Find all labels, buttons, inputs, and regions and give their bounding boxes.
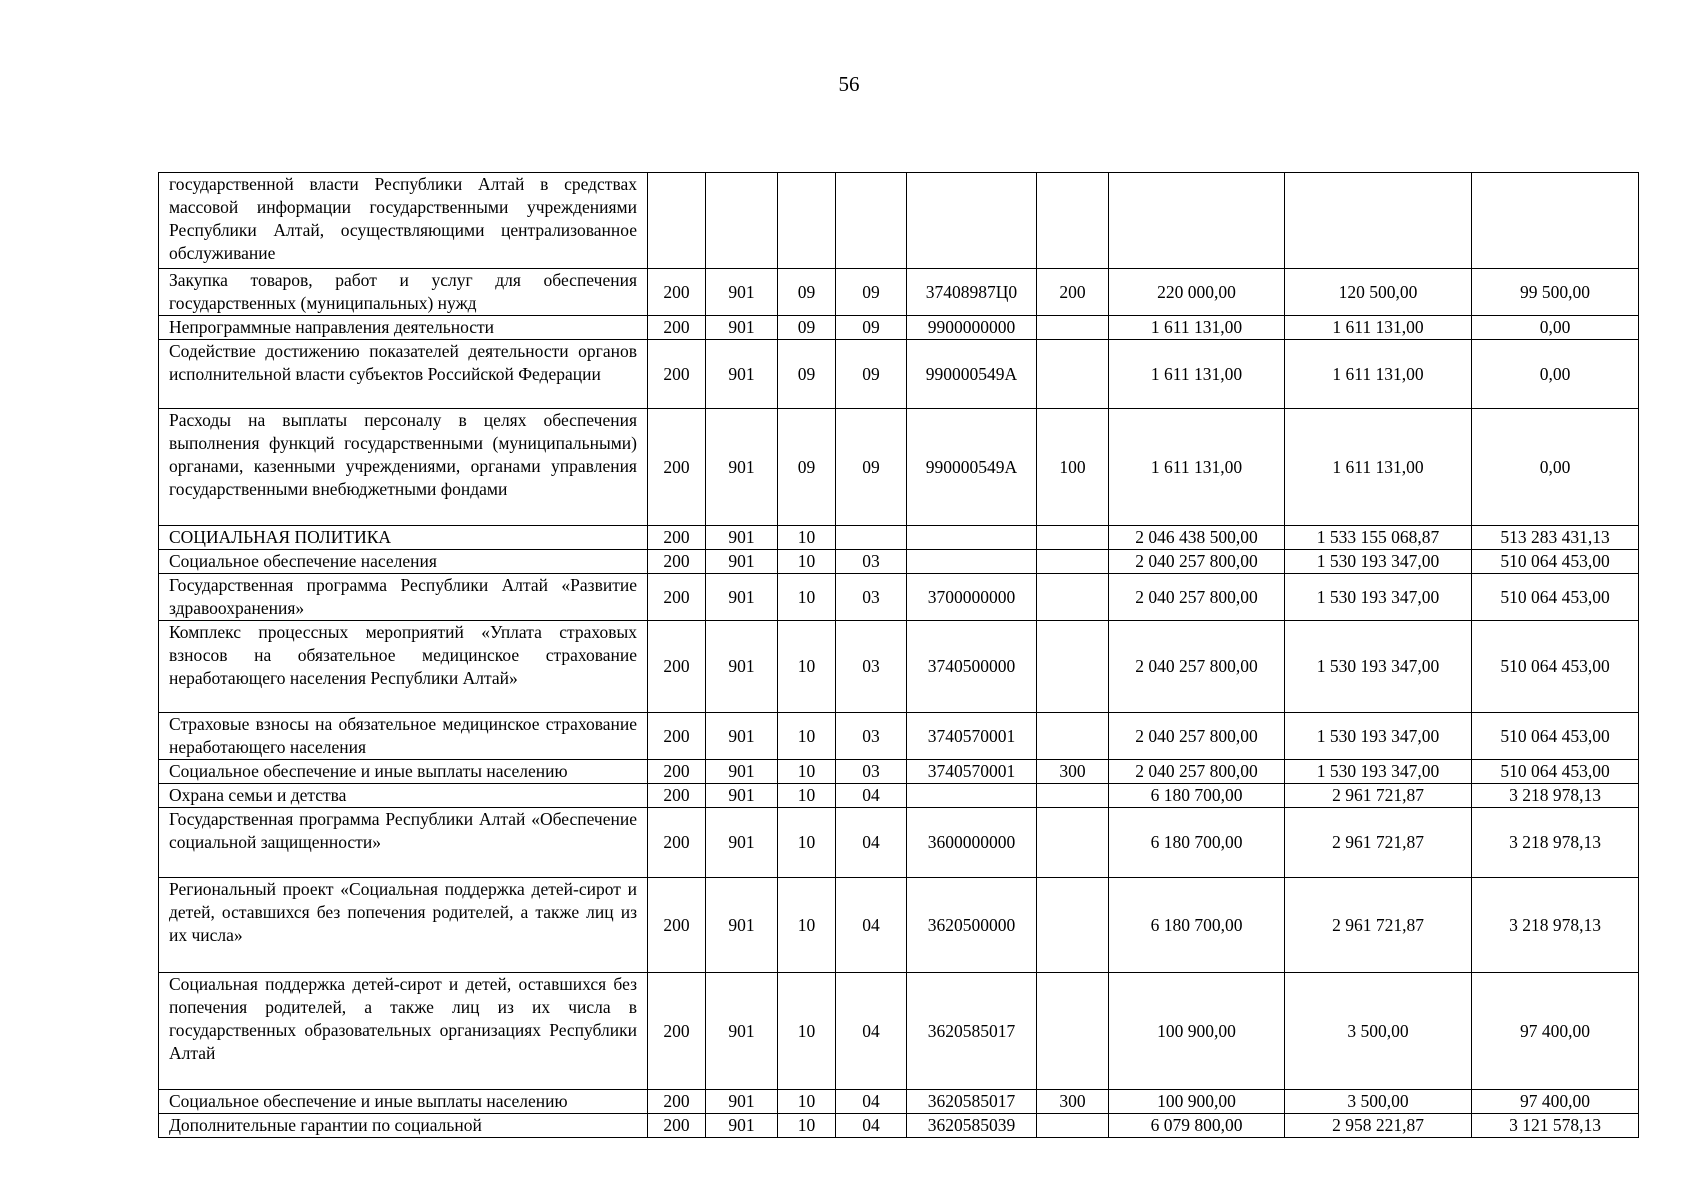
ga-code-cell: 200 bbox=[648, 1090, 706, 1114]
admin-code-cell: 901 bbox=[706, 621, 778, 713]
executed-amount-cell: 1 530 193 347,00 bbox=[1285, 550, 1472, 574]
table-row bbox=[159, 878, 1639, 973]
target-article-cell: 3620585017 bbox=[907, 973, 1037, 1090]
target-article-cell: 9900000000 bbox=[907, 316, 1037, 340]
section-cell: 10 bbox=[778, 973, 836, 1090]
item-name-cell: Государственная программа Республики Алтай «Обеспечение социальной защищенности» bbox=[159, 808, 648, 878]
subsection-cell bbox=[836, 526, 907, 550]
target-article-cell: 37408987Ц0 bbox=[907, 269, 1037, 316]
remaining-amount-cell: 99 500,00 bbox=[1472, 269, 1639, 316]
remaining-amount-cell: 97 400,00 bbox=[1472, 1090, 1639, 1114]
subsection-cell: 04 bbox=[836, 784, 907, 808]
planned-amount-cell: 1 611 131,00 bbox=[1109, 409, 1285, 526]
expense-type-cell bbox=[1037, 316, 1109, 340]
planned-amount-cell: 2 040 257 800,00 bbox=[1109, 760, 1285, 784]
table-row bbox=[159, 1090, 1639, 1114]
executed-amount-cell bbox=[1285, 173, 1472, 269]
section-cell: 10 bbox=[778, 1114, 836, 1138]
table-row bbox=[159, 1114, 1639, 1138]
executed-amount-cell: 3 500,00 bbox=[1285, 973, 1472, 1090]
executed-amount-cell: 1 611 131,00 bbox=[1285, 409, 1472, 526]
admin-code-cell: 901 bbox=[706, 574, 778, 621]
planned-amount-cell: 100 900,00 bbox=[1109, 1090, 1285, 1114]
subsection-cell: 04 bbox=[836, 878, 907, 973]
item-name-cell: Дополнительные гарантии по социальной bbox=[159, 1114, 648, 1138]
planned-amount-cell: 2 040 257 800,00 bbox=[1109, 550, 1285, 574]
remaining-amount-cell bbox=[1472, 173, 1639, 269]
table-row bbox=[159, 574, 1639, 621]
planned-amount-cell: 6 180 700,00 bbox=[1109, 784, 1285, 808]
section-cell: 10 bbox=[778, 760, 836, 784]
remaining-amount-cell: 3 218 978,13 bbox=[1472, 808, 1639, 878]
subsection-cell: 04 bbox=[836, 973, 907, 1090]
expense-type-cell bbox=[1037, 808, 1109, 878]
executed-amount-cell: 120 500,00 bbox=[1285, 269, 1472, 316]
remaining-amount-cell: 510 064 453,00 bbox=[1472, 621, 1639, 713]
admin-code-cell: 901 bbox=[706, 1114, 778, 1138]
ga-code-cell: 200 bbox=[648, 550, 706, 574]
admin-code-cell: 901 bbox=[706, 316, 778, 340]
executed-amount-cell: 1 530 193 347,00 bbox=[1285, 621, 1472, 713]
planned-amount-cell bbox=[1109, 173, 1285, 269]
executed-amount-cell: 2 958 221,87 bbox=[1285, 1114, 1472, 1138]
section-cell: 10 bbox=[778, 808, 836, 878]
subsection-cell: 09 bbox=[836, 340, 907, 409]
remaining-amount-cell: 510 064 453,00 bbox=[1472, 760, 1639, 784]
subsection-cell: 09 bbox=[836, 316, 907, 340]
target-article-cell bbox=[907, 526, 1037, 550]
expense-type-cell bbox=[1037, 340, 1109, 409]
expense-type-cell bbox=[1037, 878, 1109, 973]
section-cell: 10 bbox=[778, 621, 836, 713]
item-name-cell: Страховые взносы на обязательное медицинское страхование неработающего населения bbox=[159, 713, 648, 760]
executed-amount-cell: 2 961 721,87 bbox=[1285, 784, 1472, 808]
section-cell: 10 bbox=[778, 550, 836, 574]
item-name-cell: Региональный проект «Социальная поддержка детей-сирот и детей, оставшихся без попечения родителей, а также лиц из их числа» bbox=[159, 878, 648, 973]
planned-amount-cell: 6 180 700,00 bbox=[1109, 878, 1285, 973]
executed-amount-cell: 2 961 721,87 bbox=[1285, 878, 1472, 973]
remaining-amount-cell: 3 121 578,13 bbox=[1472, 1114, 1639, 1138]
subsection-cell: 03 bbox=[836, 574, 907, 621]
subsection-cell: 04 bbox=[836, 1090, 907, 1114]
admin-code-cell: 901 bbox=[706, 784, 778, 808]
remaining-amount-cell: 0,00 bbox=[1472, 340, 1639, 409]
expense-type-cell: 300 bbox=[1037, 760, 1109, 784]
item-name-cell: Социальная поддержка детей-сирот и детей, оставшихся без попечения родителей, а также лиц из их числа в государственных образовательных организациях Республики Алтай bbox=[159, 973, 648, 1090]
ga-code-cell: 200 bbox=[648, 713, 706, 760]
target-article-cell: 990000549А bbox=[907, 340, 1037, 409]
expense-type-cell bbox=[1037, 713, 1109, 760]
table-row bbox=[159, 973, 1639, 1090]
executed-amount-cell: 1 611 131,00 bbox=[1285, 340, 1472, 409]
admin-code-cell: 901 bbox=[706, 526, 778, 550]
target-article-cell: 3740500000 bbox=[907, 621, 1037, 713]
table-row bbox=[159, 409, 1639, 526]
target-article-cell: 3700000000 bbox=[907, 574, 1037, 621]
item-name-cell: Расходы на выплаты персоналу в целях обеспечения выполнения функций государственными (муниципальными) органами, казенными учреждениями, органами управления государственными внебюджетными фондами bbox=[159, 409, 648, 526]
subsection-cell bbox=[836, 173, 907, 269]
budget-table bbox=[158, 172, 1639, 1138]
item-name-cell: Охрана семьи и детства bbox=[159, 784, 648, 808]
item-name-cell: государственной власти Республики Алтай в средствах массовой информации государственными учреждениями Республики Алтай, осуществляющими централизованное обслуживание bbox=[159, 173, 648, 269]
ga-code-cell: 200 bbox=[648, 1114, 706, 1138]
admin-code-cell: 901 bbox=[706, 550, 778, 574]
remaining-amount-cell: 0,00 bbox=[1472, 316, 1639, 340]
admin-code-cell: 901 bbox=[706, 760, 778, 784]
table-row bbox=[159, 173, 1639, 269]
expense-type-cell: 300 bbox=[1037, 1090, 1109, 1114]
admin-code-cell: 901 bbox=[706, 713, 778, 760]
section-cell bbox=[778, 173, 836, 269]
item-name-cell: Социальное обеспечение населения bbox=[159, 550, 648, 574]
executed-amount-cell: 1 530 193 347,00 bbox=[1285, 574, 1472, 621]
table-row bbox=[159, 316, 1639, 340]
ga-code-cell: 200 bbox=[648, 621, 706, 713]
ga-code-cell: 200 bbox=[648, 526, 706, 550]
planned-amount-cell: 2 040 257 800,00 bbox=[1109, 713, 1285, 760]
table-row bbox=[159, 340, 1639, 409]
planned-amount-cell: 220 000,00 bbox=[1109, 269, 1285, 316]
remaining-amount-cell: 3 218 978,13 bbox=[1472, 878, 1639, 973]
target-article-cell bbox=[907, 550, 1037, 574]
planned-amount-cell: 1 611 131,00 bbox=[1109, 316, 1285, 340]
section-cell: 10 bbox=[778, 574, 836, 621]
admin-code-cell: 901 bbox=[706, 808, 778, 878]
target-article-cell: 3620585017 bbox=[907, 1090, 1037, 1114]
ga-code-cell: 200 bbox=[648, 574, 706, 621]
ga-code-cell: 200 bbox=[648, 340, 706, 409]
target-article-cell: 3600000000 bbox=[907, 808, 1037, 878]
target-article-cell bbox=[907, 173, 1037, 269]
remaining-amount-cell: 510 064 453,00 bbox=[1472, 574, 1639, 621]
admin-code-cell bbox=[706, 173, 778, 269]
table-row bbox=[159, 526, 1639, 550]
executed-amount-cell: 1 611 131,00 bbox=[1285, 316, 1472, 340]
target-article-cell: 3740570001 bbox=[907, 713, 1037, 760]
ga-code-cell: 200 bbox=[648, 760, 706, 784]
planned-amount-cell: 100 900,00 bbox=[1109, 973, 1285, 1090]
ga-code-cell: 200 bbox=[648, 316, 706, 340]
item-name-cell: Комплекс процессных мероприятий «Уплата страховых взносов на обязательное медицинское страхование неработающего населения Республики Алтай» bbox=[159, 621, 648, 713]
subsection-cell: 03 bbox=[836, 713, 907, 760]
item-name-cell: Непрограммные направления деятельности bbox=[159, 316, 648, 340]
executed-amount-cell: 3 500,00 bbox=[1285, 1090, 1472, 1114]
planned-amount-cell: 2 046 438 500,00 bbox=[1109, 526, 1285, 550]
section-cell: 09 bbox=[778, 316, 836, 340]
target-article-cell bbox=[907, 784, 1037, 808]
section-cell: 09 bbox=[778, 269, 836, 316]
item-name-cell: Социальное обеспечение и иные выплаты населению bbox=[159, 760, 648, 784]
remaining-amount-cell: 510 064 453,00 bbox=[1472, 713, 1639, 760]
ga-code-cell: 200 bbox=[648, 784, 706, 808]
admin-code-cell: 901 bbox=[706, 409, 778, 526]
section-cell: 09 bbox=[778, 409, 836, 526]
subsection-cell: 04 bbox=[836, 1114, 907, 1138]
table-row bbox=[159, 760, 1639, 784]
expense-type-cell: 100 bbox=[1037, 409, 1109, 526]
target-article-cell: 3740570001 bbox=[907, 760, 1037, 784]
item-name-cell: Социальное обеспечение и иные выплаты населению bbox=[159, 1090, 648, 1114]
remaining-amount-cell: 513 283 431,13 bbox=[1472, 526, 1639, 550]
table-row bbox=[159, 269, 1639, 316]
planned-amount-cell: 2 040 257 800,00 bbox=[1109, 621, 1285, 713]
ga-code-cell: 200 bbox=[648, 409, 706, 526]
ga-code-cell: 200 bbox=[648, 878, 706, 973]
planned-amount-cell: 6 180 700,00 bbox=[1109, 808, 1285, 878]
executed-amount-cell: 1 530 193 347,00 bbox=[1285, 760, 1472, 784]
ga-code-cell: 200 bbox=[648, 269, 706, 316]
subsection-cell: 03 bbox=[836, 550, 907, 574]
expense-type-cell bbox=[1037, 1114, 1109, 1138]
admin-code-cell: 901 bbox=[706, 973, 778, 1090]
ga-code-cell: 200 bbox=[648, 973, 706, 1090]
remaining-amount-cell: 97 400,00 bbox=[1472, 973, 1639, 1090]
admin-code-cell: 901 bbox=[706, 269, 778, 316]
item-name-cell: СОЦИАЛЬНАЯ ПОЛИТИКА bbox=[159, 526, 648, 550]
admin-code-cell: 901 bbox=[706, 878, 778, 973]
item-name-cell: Закупка товаров, работ и услуг для обеспечения государственных (муниципальных) нужд bbox=[159, 269, 648, 316]
remaining-amount-cell: 3 218 978,13 bbox=[1472, 784, 1639, 808]
admin-code-cell: 901 bbox=[706, 340, 778, 409]
item-name-cell: Государственная программа Республики Алтай «Развитие здравоохранения» bbox=[159, 574, 648, 621]
planned-amount-cell: 2 040 257 800,00 bbox=[1109, 574, 1285, 621]
planned-amount-cell: 6 079 800,00 bbox=[1109, 1114, 1285, 1138]
ga-code-cell: 200 bbox=[648, 808, 706, 878]
target-article-cell: 990000549А bbox=[907, 409, 1037, 526]
expense-type-cell bbox=[1037, 550, 1109, 574]
subsection-cell: 09 bbox=[836, 409, 907, 526]
expense-type-cell bbox=[1037, 784, 1109, 808]
admin-code-cell: 901 bbox=[706, 1090, 778, 1114]
section-cell: 09 bbox=[778, 340, 836, 409]
remaining-amount-cell: 0,00 bbox=[1472, 409, 1639, 526]
subsection-cell: 03 bbox=[836, 621, 907, 713]
executed-amount-cell: 2 961 721,87 bbox=[1285, 808, 1472, 878]
table-row bbox=[159, 808, 1639, 878]
table-row bbox=[159, 713, 1639, 760]
expense-type-cell bbox=[1037, 973, 1109, 1090]
executed-amount-cell: 1 533 155 068,87 bbox=[1285, 526, 1472, 550]
subsection-cell: 09 bbox=[836, 269, 907, 316]
target-article-cell: 3620585039 bbox=[907, 1114, 1037, 1138]
executed-amount-cell: 1 530 193 347,00 bbox=[1285, 713, 1472, 760]
subsection-cell: 04 bbox=[836, 808, 907, 878]
target-article-cell: 3620500000 bbox=[907, 878, 1037, 973]
table-row bbox=[159, 550, 1639, 574]
item-name-cell: Содействие достижению показателей деятельности органов исполнительной власти субъектов Российской Федерации bbox=[159, 340, 648, 409]
expense-type-cell bbox=[1037, 621, 1109, 713]
section-cell: 10 bbox=[778, 1090, 836, 1114]
section-cell: 10 bbox=[778, 784, 836, 808]
planned-amount-cell: 1 611 131,00 bbox=[1109, 340, 1285, 409]
table-row bbox=[159, 621, 1639, 713]
remaining-amount-cell: 510 064 453,00 bbox=[1472, 550, 1639, 574]
expense-type-cell bbox=[1037, 173, 1109, 269]
subsection-cell: 03 bbox=[836, 760, 907, 784]
table-row bbox=[159, 784, 1639, 808]
expense-type-cell: 200 bbox=[1037, 269, 1109, 316]
section-cell: 10 bbox=[778, 713, 836, 760]
page-number: 56 bbox=[838, 72, 860, 96]
expense-type-cell bbox=[1037, 574, 1109, 621]
section-cell: 10 bbox=[778, 526, 836, 550]
expense-type-cell bbox=[1037, 526, 1109, 550]
ga-code-cell bbox=[648, 173, 706, 269]
section-cell: 10 bbox=[778, 878, 836, 973]
